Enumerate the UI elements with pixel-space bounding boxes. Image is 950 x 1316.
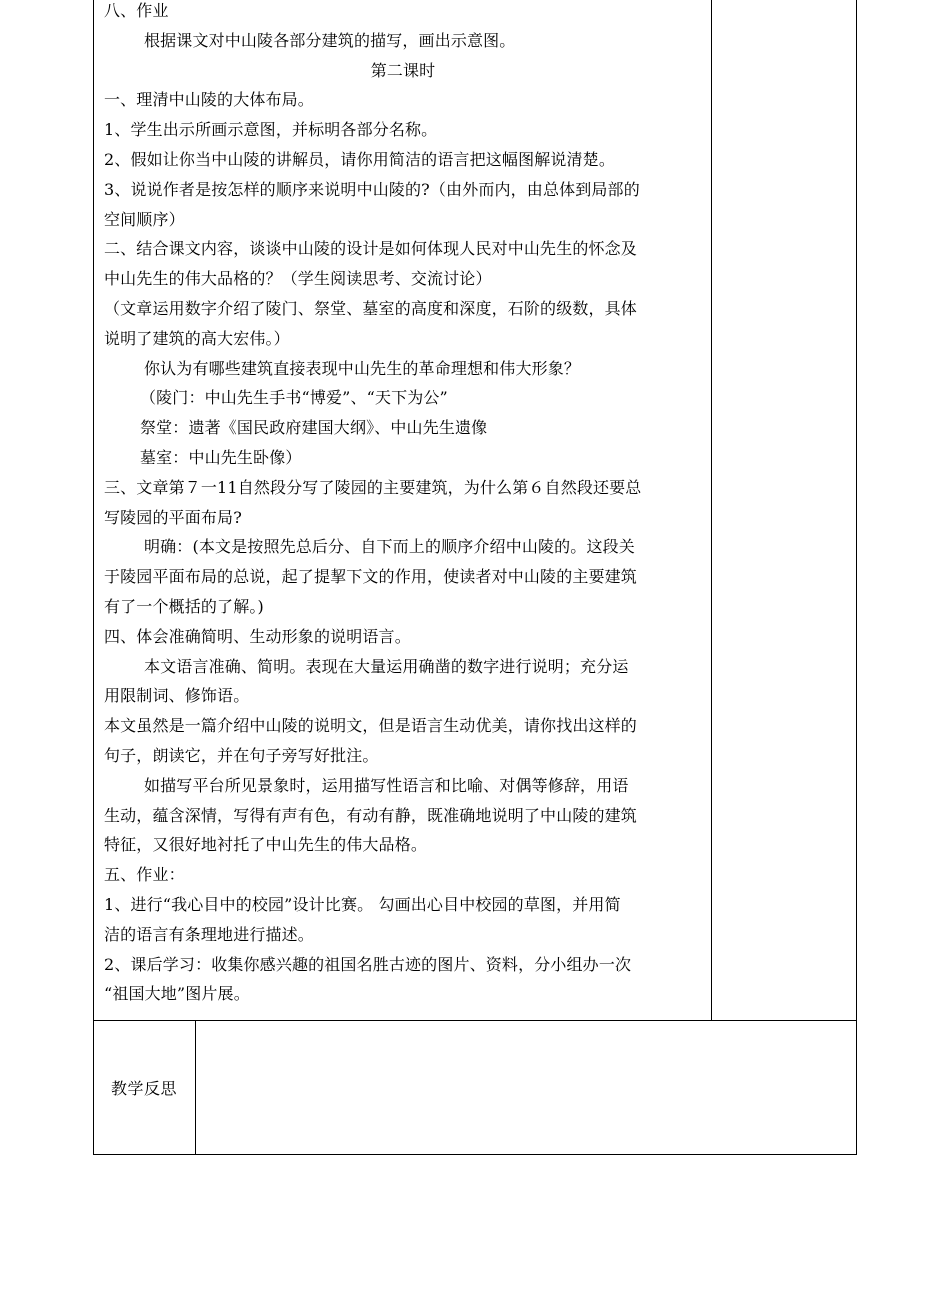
reflection-label-divider — [195, 1020, 196, 1155]
paragraph-line: 中山先生的伟大品格的？（学生阅读思考、交流讨论） — [104, 269, 492, 289]
paragraph-line: “祖国大地”图片展。 — [104, 984, 250, 1004]
section-heading: 一、理清中山陵的大体布局。 — [104, 90, 314, 110]
section-heading: 三、文章第７一11自然段分写了陵园的主要建筑，为什么第６自然段还要总 — [104, 477, 642, 497]
section-heading: 八、作业 — [104, 1, 169, 20]
paragraph-line: 根据课文对中山陵各部分建筑的描写，画出示意图。 — [144, 30, 516, 50]
paragraph-line: 有了一个概括的了解。) — [104, 596, 264, 616]
paragraph-line: 生动，蕴含深情，写得有声有色，有动有静，既准确地说明了中山陵的建筑 — [104, 805, 637, 825]
paragraph-line: 如描写平台所见景象时，运用描写性语言和比喻、对偶等修辞，用语 — [144, 775, 629, 795]
section-heading: 四、体会准确简明、生动形象的说明语言。 — [104, 626, 411, 646]
paragraph-line: 你认为有哪些建筑直接表现中山先生的革命理想和伟大形象？ — [144, 358, 581, 378]
paragraph-line: 1、进行“我心目中的校园”设计比赛。 勾画出心目中校园的草图，并用简 — [104, 894, 621, 914]
paragraph-line: 特征，又很好地衬托了中山先生的伟大品格。 — [104, 835, 428, 855]
paragraph-line: 2、课后学习：收集你感兴趣的祖国名胜古迹的图片、资料，分小组办一次 — [104, 954, 632, 974]
paragraph-line: 本文语言准确、简明。表现在大量运用确凿的数字进行说明；充分运 — [144, 656, 629, 676]
paragraph-line: 3、说说作者是按怎样的顺序来说明中山陵的?（由外而内，由总体到局部的 — [104, 179, 640, 199]
paragraph-line: 祭堂：遗著《国民政府建国大纲》、中山先生遗像 — [140, 418, 488, 438]
lesson-period-title: 第二课时 — [370, 60, 436, 80]
notes-column-divider — [711, 0, 712, 1020]
section-heading: 二、结合课文内容，谈谈中山陵的设计是如何体现人民对中山先生的怀念及 — [104, 239, 637, 259]
paragraph-line: 空间顺序） — [104, 209, 185, 229]
paragraph-line: （陵门：中山先生手书“博爱”、“天下为公” — [140, 388, 448, 408]
paragraph-line: 1、学生出示所画示意图，并标明各部分名称。 — [104, 120, 438, 140]
paragraph-line: 写陵园的平面布局? — [104, 507, 242, 527]
paragraph-line: 本文虽然是一篇介绍中山陵的说明文，但是语言生动优美，请你找出这样的 — [104, 716, 637, 736]
paragraph-line: 墓室：中山先生卧像） — [140, 447, 302, 467]
paragraph-line: （文章运用数字介绍了陵门、祭堂、墓室的高度和深度，石阶的级数，具体 — [104, 298, 637, 318]
reflection-row-divider — [93, 1020, 857, 1021]
paragraph-line: 于陵园平面布局的总说，起了提挈下文的作用，使读者对中山陵的主要建筑 — [104, 567, 637, 587]
reflection-label: 教学反思 — [110, 1079, 177, 1098]
paragraph-line: 明确：(本文是按照先总后分、自下而上的顺序介绍中山陵的。这段关 — [144, 537, 635, 557]
section-heading: 五、作业： — [104, 865, 185, 885]
paragraph-line: 句子，朗读它，并在句子旁写好批注。 — [104, 745, 379, 765]
paragraph-line: 用限制词、修饰语。 — [104, 686, 250, 706]
paragraph-line: 洁的语言有条理地进行描述。 — [104, 924, 314, 944]
paragraph-line: 说明了建筑的高大宏伟。） — [104, 328, 290, 348]
paragraph-line: 2、假如让你当中山陵的讲解员，请你用简洁的语言把这幅图解说清楚。 — [104, 149, 615, 169]
lesson-content — [104, 0, 702, 1009]
